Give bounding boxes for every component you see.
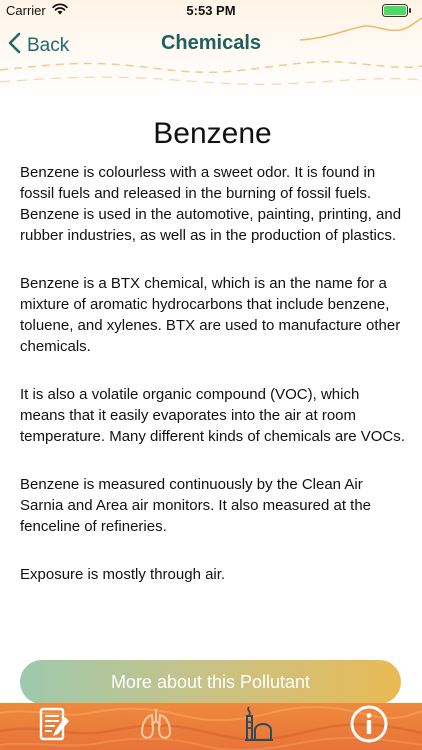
status-time: 5:53 PM <box>186 3 236 18</box>
paragraph-3: It is also a volatile organic compound (VOC), which means that it easily evaporates into the air at room temperature. Many different kinds of chemicals are VOCs. <box>20 386 405 445</box>
status-bar <box>0 0 422 22</box>
pollutant-title: Benzene <box>153 117 272 150</box>
nav-title: Chemicals <box>160 32 262 54</box>
paragraph-2: Benzene is a BTX chemical, which is an the name for a mixture of aromatic hydrocarbons that include benzene, toluene, and xylenes. BTX are used to manufacture other chemicals. <box>20 275 401 355</box>
back-label: Back <box>27 35 70 56</box>
tab-pollutants[interactable] <box>222 703 292 750</box>
paragraph-4: Benzene is measured continuously by the Clean Air Sarnia and Area air monitors. It also measured at the fenceline of refineries. <box>20 476 372 535</box>
tab-reports[interactable] <box>18 703 88 750</box>
lungs-icon <box>138 706 174 747</box>
more-about-pollutant-button[interactable]: More about this Pollutant <box>20 660 401 704</box>
info-icon <box>349 704 389 749</box>
tab-health[interactable] <box>121 703 191 750</box>
paragraph-5: Exposure is mostly through air. <box>20 566 226 583</box>
carrier-label: Carrier <box>6 3 46 18</box>
refinery-icon <box>237 704 277 749</box>
content <box>20 112 405 612</box>
battery-icon <box>382 4 412 20</box>
tab-bar <box>0 703 422 750</box>
report-icon <box>34 705 72 748</box>
paragraph-1: Benzene is colourless with a sweet odor. It is found in fossil fuels and released in the burning of fossil fuels. Benzene is used in the automotive, painting, printing, and rubber industries, as well as in the production of plastics. <box>20 164 402 244</box>
nav-bar <box>0 24 422 64</box>
tab-info[interactable] <box>334 703 404 750</box>
